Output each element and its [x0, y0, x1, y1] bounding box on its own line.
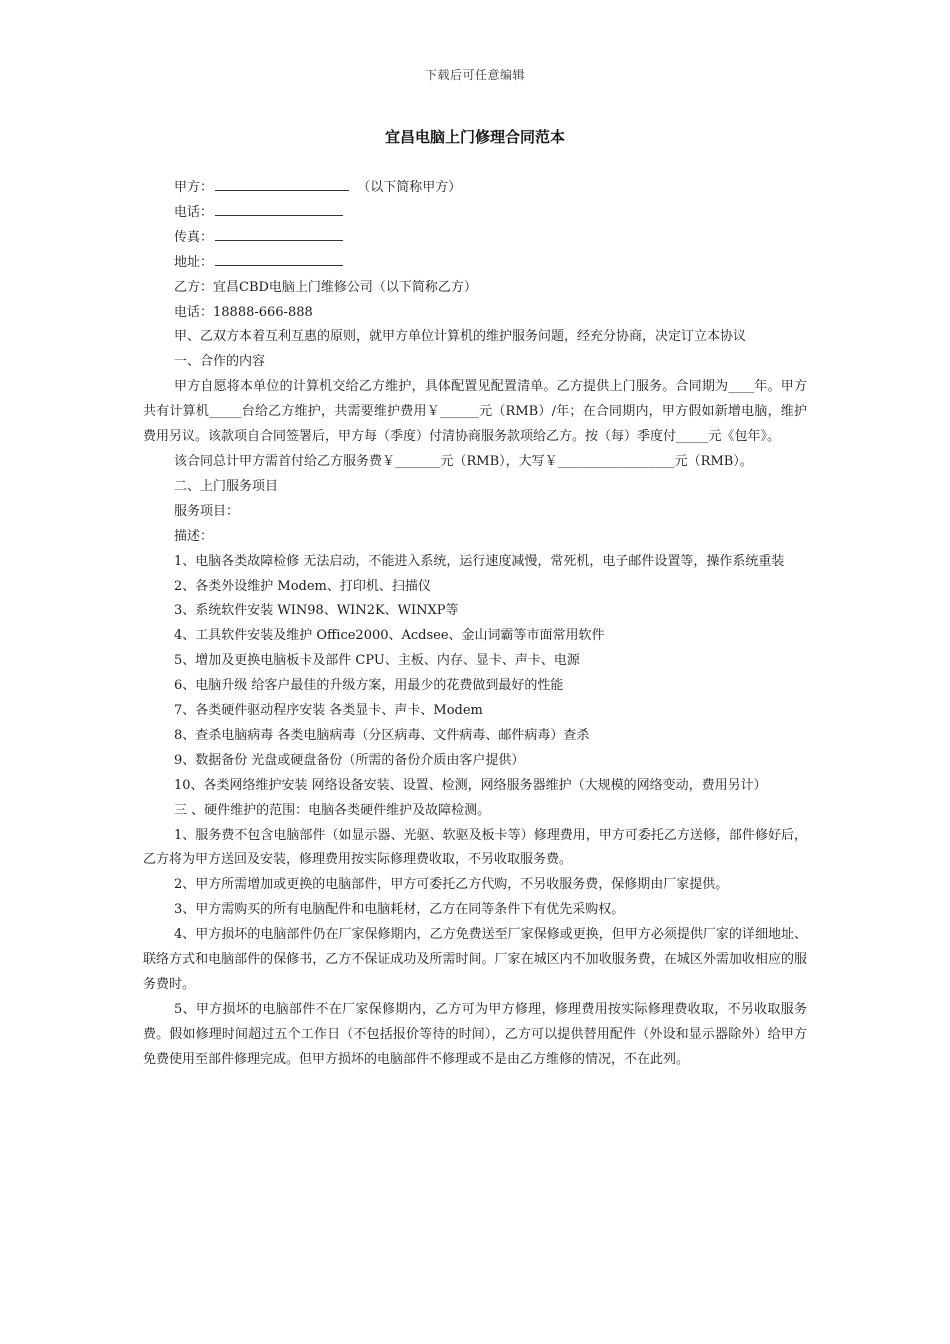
- section-1-paragraph-1: 甲方自愿将本单位的计算机交给乙方维护，具体配置见配置清单。乙方提供上门服务。合同期为____年。甲方共有计算机_____台给乙方维护，共需要维护费用￥______元（RMB）/年；在合同期内，甲方假如新增电脑，维护费用另议。该款项自合同签署后，甲方每（季度）付清协商服务款项给乙方。按（每）季度付_____元《包年》。: [143, 379, 807, 445]
- party-a-line: [143, 176, 807, 201]
- section-3-heading: 三 、硬件维护的范围：电脑各类硬件维护及故障检测。: [174, 802, 491, 818]
- party-a-fax-line: [143, 226, 807, 251]
- header-note: 下载后可任意编辑: [424, 68, 525, 82]
- hardware-clause: 1、服务费不包含电脑部件（如显示器、光驱、软驱及板卡等）修理费用，甲方可委托乙方送修，部件修好后，乙方将为甲方送回及安装，修理费用按实际修理费收取，不另收取服务费。: [143, 827, 807, 868]
- description-label: 描述：: [174, 528, 214, 544]
- party-a-label: 甲方：: [174, 180, 214, 195]
- party-a-fax-label: 传真：: [174, 229, 214, 245]
- hardware-clause: 2、甲方所需增加或更换的电脑部件，甲方可委托乙方代购，不另收服务费，保修期由厂家提供。: [174, 877, 729, 893]
- party-a-address-line: [143, 251, 807, 276]
- service-item: 10、各类网络维护安装 网络设备安装、设置、检测，网络服务器维护（大规模的网络变动，费用另计）: [174, 777, 767, 793]
- service-item: 3、系统软件安装 WIN98、WIN2K、WINXP等: [174, 603, 459, 619]
- contract-body: [143, 176, 807, 1073]
- party-b-phone: 电话：18888-666-888: [174, 304, 313, 320]
- party-b-line: 乙方：宜昌CBD电脑上门维修公司（以下简称乙方）: [174, 279, 477, 295]
- service-item: 5、增加及更换电脑板卡及部件 CPU、主板、内存、显卡、声卡、电源: [174, 653, 580, 669]
- party-a-phone-label: 电话：: [174, 204, 214, 220]
- party-a-phone-blank: [215, 201, 343, 216]
- hardware-clause: 4、甲方损坏的电脑部件仍在厂家保修期内，乙方免费送至厂家保修或更换，但甲方必须提供厂家的详细地址、联络方式和电脑部件的保修书，乙方不保证成功及所需时间。厂家在城区内不加收服务费，在城区外需加收相应的服务费时。: [143, 927, 807, 992]
- party-a-blank: [215, 176, 349, 191]
- service-item: 4、工具软件安装及维护 Office2000、Acdsee、金山词霸等市面常用软件: [174, 628, 605, 644]
- service-item: 9、数据备份 光盘或硬盘备份（所需的备份介质由客户提供）: [174, 752, 525, 768]
- section-1-paragraph-2: 该合同总计甲方需首付给乙方服务费￥_______元（RMB），大写￥__________________元（RMB）。: [174, 453, 753, 469]
- hardware-clause: 5、甲方损坏的电脑部件不在厂家保修期内，乙方可为甲方修理，修理费用按实际修理费收取，不另收取服务费。假如修理时间超过五个工作日（不包括报价等待的时间），乙方可以提供替用配件（外设和显示器除外）给甲方免费使用至部件修理完成。但甲方损坏的电脑部件不修理或不是由乙方维修的情况，不在此列。: [143, 1001, 807, 1067]
- section-1-heading: 一、合作的内容: [174, 354, 266, 370]
- service-item: 6、电脑升级 给客户最佳的升级方案，用最少的花费做到最好的性能: [174, 678, 564, 694]
- service-item: 7、各类硬件驱动程序安装 各类显卡、声卡、Modem: [174, 703, 483, 719]
- party-a-suffix: （以下简称甲方）: [357, 180, 462, 195]
- page-title: 宜昌电脑上门修理合同范本: [384, 128, 565, 146]
- party-a-fax-blank: [215, 226, 343, 241]
- hardware-clause: 3、甲方需购买的所有电脑配件和电脑耗材，乙方在同等条件下有优先采购权。: [174, 902, 625, 918]
- service-item: 8、查杀电脑病毒 各类电脑病毒（分区病毒、文件病毒、邮件病毒）查杀: [174, 727, 590, 743]
- service-item: 1、电脑各类故障检修 无法启动，不能进入系统，运行速度减慢，常死机，电子邮件设置等，操作系统重装: [174, 553, 785, 569]
- party-a-phone-line: [143, 201, 807, 226]
- service-item: 2、各类外设维护 Modem、打印机、扫描仪: [174, 578, 431, 594]
- section-2-heading: 二、上门服务项目: [174, 478, 279, 494]
- party-a-address-label: 地址：: [174, 254, 214, 270]
- party-a-address-blank: [215, 251, 343, 266]
- service-items-label: 服务项目：: [174, 503, 240, 519]
- intro-paragraph: 甲、乙双方本着互利互惠的原则，就甲方单位计算机的维护服务问题，经充分协商，决定订立本协议: [174, 329, 747, 345]
